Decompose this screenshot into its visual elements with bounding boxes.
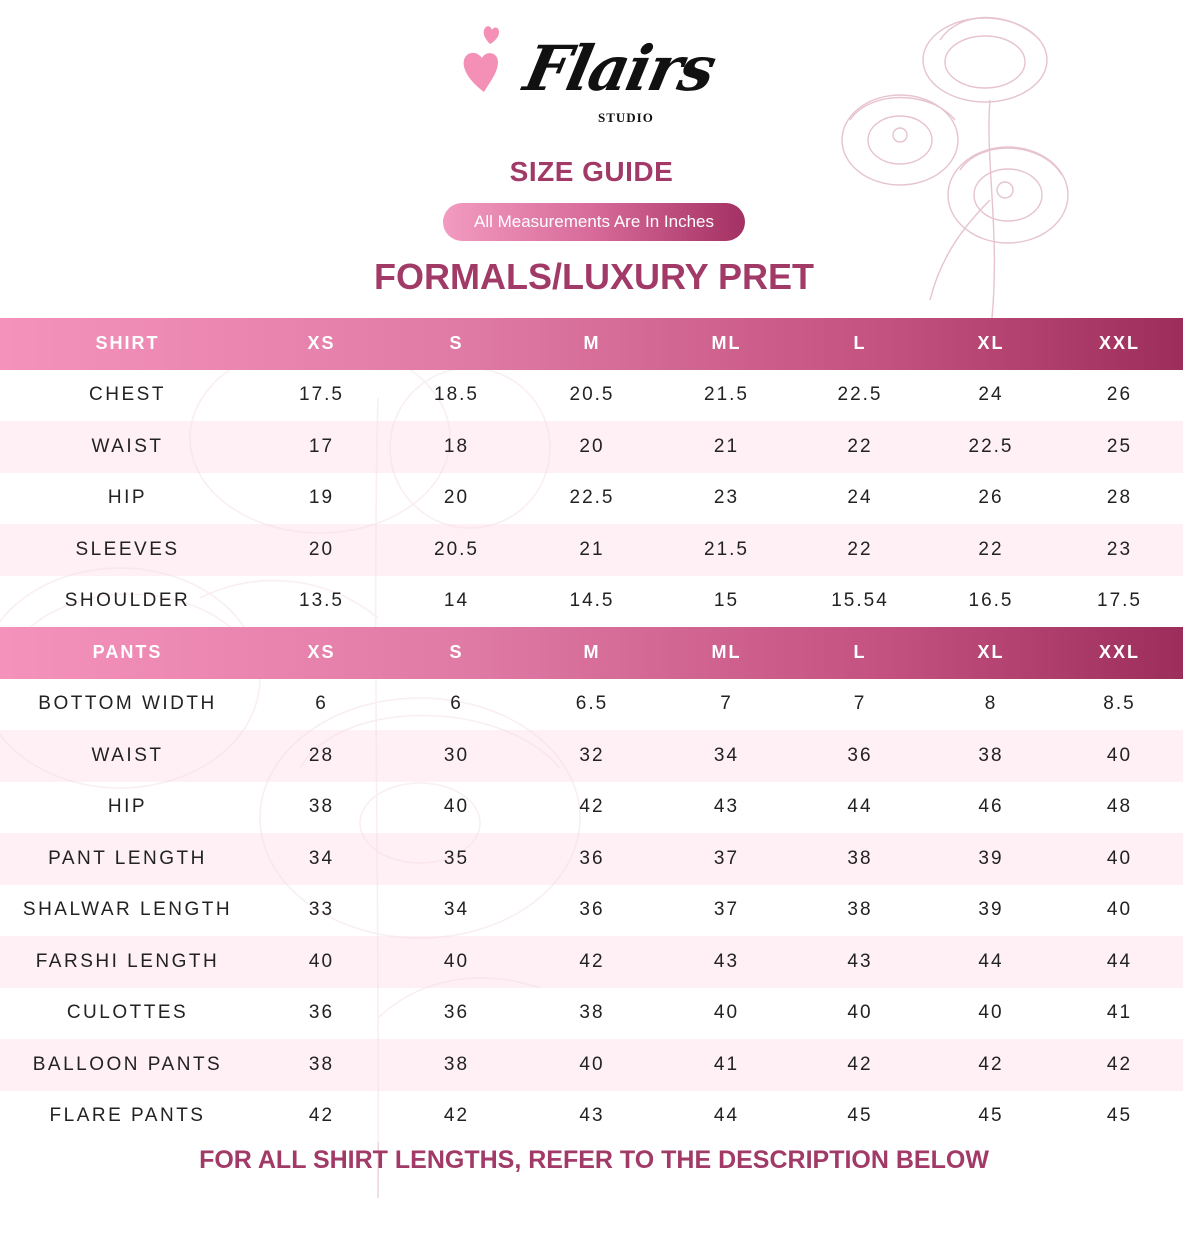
table-row bbox=[0, 936, 1183, 988]
table-row bbox=[0, 421, 1183, 473]
measurement-value: 44 bbox=[1106, 950, 1133, 972]
logo-wordmark: Flairs bbox=[518, 32, 721, 105]
measurement-value: 43 bbox=[579, 1105, 605, 1127]
measurement-value: 35 bbox=[443, 847, 470, 869]
measurement-value: 15.54 bbox=[831, 590, 889, 612]
table-row bbox=[0, 576, 1183, 628]
measurement-value: 38 bbox=[579, 1002, 605, 1024]
table-row bbox=[0, 370, 1183, 422]
measurement-label: WAIST bbox=[91, 435, 164, 457]
measurement-label: FLARE PANTS bbox=[49, 1105, 206, 1127]
measurement-value: 21 bbox=[713, 435, 740, 457]
measurement-value: 40 bbox=[579, 1053, 605, 1075]
measurement-value: 39 bbox=[978, 899, 1004, 921]
measurement-value: 6.5 bbox=[575, 693, 609, 715]
shirt-header-row bbox=[0, 318, 1183, 370]
table-row bbox=[0, 885, 1183, 937]
table-row bbox=[0, 782, 1183, 834]
measurement-value: 20 bbox=[308, 538, 335, 560]
measurement-label: HIP bbox=[107, 487, 148, 509]
measurement-value: 8 bbox=[984, 693, 998, 715]
measurement-value: 18 bbox=[443, 435, 470, 457]
measurement-value: 18.5 bbox=[434, 384, 479, 406]
measurement-value: 38 bbox=[308, 796, 335, 818]
logo-subtitle: STUDIO bbox=[598, 110, 654, 125]
measurement-value: 30 bbox=[443, 744, 470, 766]
page-title: SIZE GUIDE bbox=[509, 156, 674, 187]
measurement-value: 37 bbox=[713, 847, 740, 869]
table-row bbox=[0, 1091, 1183, 1143]
measurement-value: 8.5 bbox=[1103, 693, 1136, 715]
shirt-heading: SHIRT bbox=[95, 333, 160, 354]
measurement-value: 46 bbox=[978, 796, 1004, 818]
measurement-value: 42 bbox=[443, 1105, 470, 1127]
measurement-value: 40 bbox=[978, 1002, 1004, 1024]
size-header-ml: ML bbox=[711, 642, 742, 663]
measurement-label: BALLOON PANTS bbox=[32, 1053, 223, 1075]
measurement-value: 20 bbox=[443, 487, 470, 509]
measurement-value: 42 bbox=[847, 1053, 873, 1075]
measurement-value: 42 bbox=[579, 796, 605, 818]
measurement-value: 6 bbox=[315, 693, 328, 715]
table-row bbox=[0, 988, 1183, 1040]
measurement-value: 38 bbox=[847, 899, 873, 921]
table-row bbox=[0, 473, 1183, 525]
measurement-value: 22.5 bbox=[569, 487, 615, 509]
measurement-value: 36 bbox=[579, 899, 605, 921]
measurement-label: HIP bbox=[107, 796, 148, 818]
table-row bbox=[0, 730, 1183, 782]
header bbox=[0, 0, 1183, 318]
measurement-label: SHOULDER bbox=[64, 590, 191, 612]
measurement-value: 38 bbox=[308, 1053, 335, 1075]
measurement-value: 20.5 bbox=[434, 538, 479, 560]
measurement-value: 20 bbox=[579, 435, 605, 457]
size-header-xxl: XXL bbox=[1098, 333, 1140, 354]
measurement-value: 48 bbox=[1106, 796, 1133, 818]
measurement-value: 25 bbox=[1106, 435, 1133, 457]
category-title: FORMALS/LUXURY PRET bbox=[373, 256, 814, 297]
footer-note: FOR ALL SHIRT LENGTHS, REFER TO THE DESCRIPTION BELOW bbox=[199, 1146, 989, 1174]
size-header-xl: XL bbox=[977, 642, 1005, 663]
measurement-value: 42 bbox=[978, 1053, 1004, 1075]
measurement-value: 22.5 bbox=[968, 435, 1014, 457]
measurement-value: 21.5 bbox=[704, 538, 749, 560]
measurement-value: 16.5 bbox=[968, 590, 1014, 612]
measurement-value: 15 bbox=[713, 590, 740, 612]
measurement-label: PANT LENGTH bbox=[48, 847, 207, 869]
measurement-value: 38 bbox=[847, 847, 873, 869]
measurement-value: 14.5 bbox=[569, 590, 615, 612]
measurement-value: 45 bbox=[1106, 1105, 1133, 1127]
measurement-value: 23 bbox=[713, 487, 740, 509]
measurement-value: 24 bbox=[847, 487, 873, 509]
measurement-value: 32 bbox=[579, 744, 605, 766]
measurement-value: 42 bbox=[579, 950, 605, 972]
measurement-value: 40 bbox=[1106, 744, 1133, 766]
measurement-label: SHALWAR LENGTH bbox=[22, 899, 233, 921]
table-row bbox=[0, 1039, 1183, 1091]
measurement-value: 22 bbox=[978, 538, 1004, 560]
size-table bbox=[0, 318, 1183, 1142]
measurement-value: 40 bbox=[1106, 899, 1133, 921]
measurement-value: 40 bbox=[308, 950, 335, 972]
measurement-value: 28 bbox=[308, 744, 335, 766]
measurement-value: 21.5 bbox=[704, 384, 749, 406]
pants-heading: PANTS bbox=[92, 642, 163, 663]
measurement-value: 23 bbox=[1106, 538, 1133, 560]
measurement-value: 6 bbox=[450, 693, 463, 715]
measurement-value: 40 bbox=[1106, 847, 1133, 869]
units-badge: All Measurements Are In Inches bbox=[443, 203, 745, 241]
pants-header-row bbox=[0, 627, 1183, 679]
size-header-m: M bbox=[583, 642, 601, 663]
measurement-value: 42 bbox=[1106, 1053, 1133, 1075]
size-header-m: M bbox=[583, 333, 601, 354]
measurement-label: SLEEVES bbox=[75, 538, 180, 560]
size-header-l: L bbox=[853, 333, 867, 354]
measurement-value: 40 bbox=[713, 1002, 740, 1024]
measurement-value: 40 bbox=[847, 1002, 873, 1024]
measurement-value: 22.5 bbox=[837, 384, 883, 406]
measurement-value: 17 bbox=[308, 435, 335, 457]
measurement-value: 38 bbox=[978, 744, 1004, 766]
measurement-value: 44 bbox=[847, 796, 873, 818]
measurement-value: 34 bbox=[713, 744, 740, 766]
size-header-xs: XS bbox=[307, 642, 336, 663]
measurement-value: 28 bbox=[1106, 487, 1133, 509]
size-header-xs: XS bbox=[307, 333, 336, 354]
measurement-value: 44 bbox=[713, 1105, 740, 1127]
size-header-s: S bbox=[449, 642, 464, 663]
brand-logo[interactable] bbox=[460, 18, 721, 138]
measurement-value: 44 bbox=[978, 950, 1004, 972]
measurement-value: 43 bbox=[847, 950, 873, 972]
measurement-value: 43 bbox=[713, 796, 740, 818]
measurement-value: 22 bbox=[847, 538, 873, 560]
size-header-s: S bbox=[449, 333, 464, 354]
measurement-value: 37 bbox=[713, 899, 740, 921]
measurement-value: 13.5 bbox=[299, 590, 344, 612]
measurement-value: 41 bbox=[1106, 1002, 1133, 1024]
measurement-value: 14 bbox=[443, 590, 470, 612]
measurement-value: 34 bbox=[443, 899, 470, 921]
size-table-body bbox=[0, 318, 1183, 1142]
measurement-value: 7 bbox=[853, 693, 867, 715]
measurement-value: 39 bbox=[978, 847, 1004, 869]
measurement-value: 36 bbox=[847, 744, 873, 766]
measurement-value: 36 bbox=[308, 1002, 335, 1024]
measurement-label: WAIST bbox=[91, 744, 164, 766]
measurement-value: 40 bbox=[443, 950, 470, 972]
measurement-value: 22 bbox=[847, 435, 873, 457]
measurement-value: 26 bbox=[1106, 384, 1133, 406]
size-header-xxl: XXL bbox=[1098, 642, 1140, 663]
measurement-value: 41 bbox=[713, 1053, 740, 1075]
measurement-value: 17.5 bbox=[299, 384, 344, 406]
measurement-value: 45 bbox=[978, 1105, 1004, 1127]
measurement-value: 38 bbox=[443, 1053, 470, 1075]
measurement-value: 7 bbox=[720, 693, 733, 715]
table-row bbox=[0, 833, 1183, 885]
measurement-value: 36 bbox=[579, 847, 605, 869]
measurement-value: 24 bbox=[978, 384, 1004, 406]
measurement-value: 45 bbox=[847, 1105, 873, 1127]
table-row bbox=[0, 524, 1183, 576]
measurement-label: BOTTOM WIDTH bbox=[38, 693, 217, 715]
measurement-value: 42 bbox=[308, 1105, 335, 1127]
measurement-value: 34 bbox=[308, 847, 335, 869]
measurement-value: 40 bbox=[443, 796, 470, 818]
measurement-value: 33 bbox=[308, 899, 335, 921]
measurement-value: 26 bbox=[978, 487, 1004, 509]
measurement-value: 43 bbox=[713, 950, 740, 972]
size-header-xl: XL bbox=[977, 333, 1005, 354]
table-row bbox=[0, 679, 1183, 731]
measurement-label: CULOTTES bbox=[66, 1002, 189, 1024]
measurement-value: 21 bbox=[579, 538, 605, 560]
measurement-value: 17.5 bbox=[1097, 590, 1142, 612]
heart-icon bbox=[460, 22, 510, 102]
measurement-label: FARSHI LENGTH bbox=[35, 950, 220, 972]
measurement-label: CHEST bbox=[89, 384, 166, 406]
size-header-l: L bbox=[853, 642, 867, 663]
measurement-value: 36 bbox=[443, 1002, 470, 1024]
size-header-ml: ML bbox=[711, 333, 742, 354]
measurement-value: 19 bbox=[308, 487, 335, 509]
measurement-value: 20.5 bbox=[569, 384, 615, 406]
